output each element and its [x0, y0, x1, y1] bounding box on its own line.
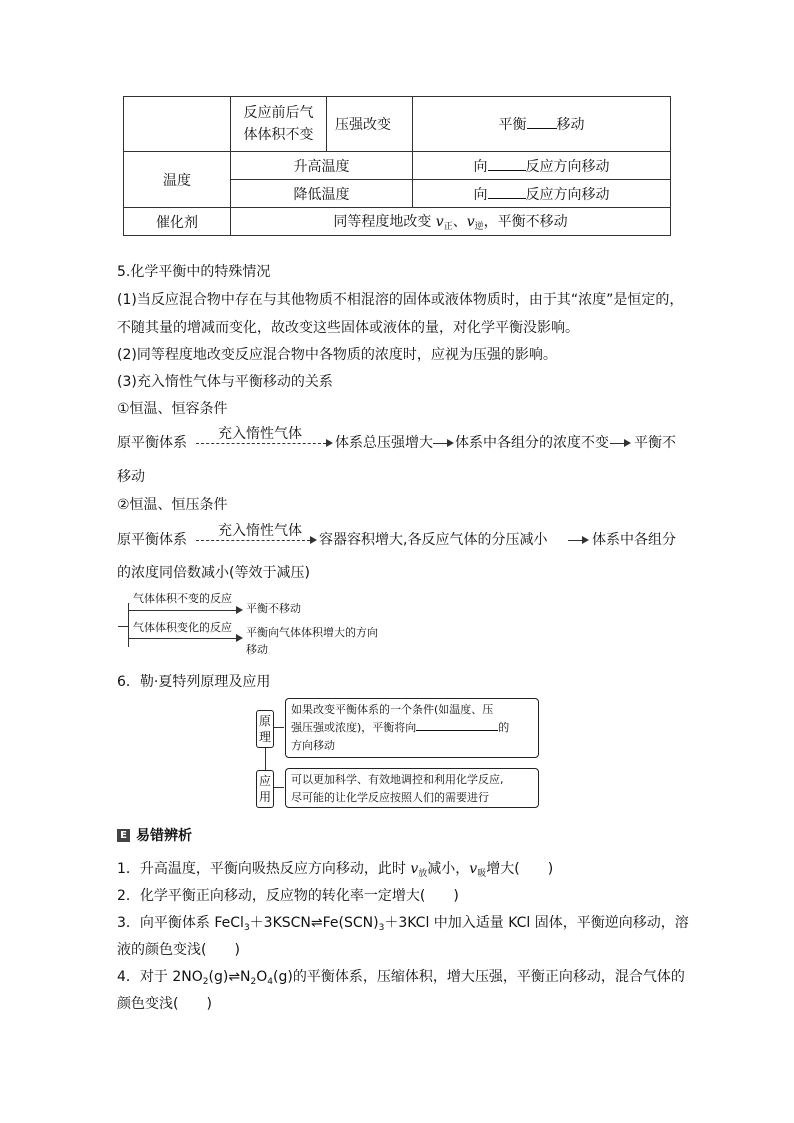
rate-symbol: v: [410, 861, 419, 877]
application-label: [256, 770, 274, 808]
subscript: 2: [250, 977, 257, 987]
arrowhead-icon: [236, 634, 243, 642]
arrowhead-icon: [326, 439, 333, 447]
cell-text: 平衡: [498, 117, 527, 133]
question-4: [117, 967, 685, 992]
cell-text: ，平衡不移动: [483, 214, 568, 230]
cell-text: 压强改变: [335, 117, 391, 133]
cell-text: 体体积不变: [243, 127, 314, 143]
dashed-arrow: [196, 540, 310, 541]
table-cell-lower-temp: [231, 180, 413, 208]
table-cell-temperature: [124, 152, 231, 208]
cell-text: 移动: [556, 117, 585, 133]
table-cell-empty: [124, 97, 231, 152]
question-text: 4．对于 2NO: [117, 969, 203, 985]
equilibrium-symbol: ⇌: [228, 969, 241, 985]
question-4-cont: 颜色变浅( ): [117, 996, 212, 1012]
question-text: O: [256, 969, 268, 985]
arrowhead-icon: [624, 439, 631, 447]
dashed-arrow: [196, 443, 326, 444]
question-2: 2．化学平衡正向移动，反应物的转化率一定增大( ): [117, 888, 459, 904]
arrowhead-icon: [236, 606, 243, 614]
table-cell-result: [413, 152, 671, 180]
subscript: 吸: [477, 869, 487, 879]
paragraph: (2)同等程度地改变反应混合物中各物质的浓度时，应视为压强的影响。: [117, 347, 557, 363]
question-1: [117, 859, 553, 884]
question-text: (g)的平衡体系，压缩体积，增大压强，平衡正向移动，混合气体的: [273, 969, 685, 985]
equilibrium-symbol: ⇌: [310, 915, 323, 931]
question-text: N: [240, 969, 251, 985]
flow-step: 平衡不: [634, 435, 676, 451]
branch-label: 气体体积变化的反应: [133, 621, 232, 634]
box-text: 如果改变平衡体系的一个条件(如温度、压: [291, 703, 494, 716]
flow-step: 体系中各组分: [592, 532, 676, 548]
cell-text: 反应前后气: [243, 105, 314, 121]
paragraph: (3)充入惰性气体与平衡移动的关系: [117, 374, 333, 390]
question-text: 增大( ): [486, 861, 554, 877]
question-3-cont: 液的颜色变浅( ): [117, 942, 240, 958]
rate-symbol: v: [466, 214, 475, 230]
table-cell-catalyst: [124, 208, 231, 236]
cell-text: 降低温度: [293, 186, 350, 203]
arrowhead-icon: [310, 536, 317, 544]
fill-blank: [488, 186, 526, 199]
question-text: (g): [208, 969, 229, 985]
subscript: 逆: [474, 222, 484, 232]
cell-text: 向: [473, 186, 488, 203]
branch-result: 平衡向气体体积增大的方向: [246, 626, 378, 639]
branch-label: 气体体积不变的反应: [133, 592, 232, 605]
box-text: 尽可能的让化学反应按照人们的需要进行: [291, 791, 489, 804]
arrowhead-icon: [582, 536, 589, 544]
fill-blank: [527, 116, 557, 129]
cell-text: 向: [473, 158, 488, 175]
paragraph: (1)当反应混合物中存在与其他物质不相混溶的固体或液体物质时，由于其“浓度”是恒定的，: [117, 292, 684, 308]
box-text: 的: [498, 721, 510, 734]
arrow-label: 充入惰性气体: [218, 426, 302, 442]
connector-line: [274, 727, 284, 728]
flow-step: 移动: [117, 469, 145, 485]
cell-text: 温度: [163, 172, 191, 189]
question-text: Fe(SCN): [322, 915, 379, 931]
solid-arrow: [433, 443, 447, 444]
application-box: [285, 768, 539, 808]
fill-blank: [416, 719, 498, 731]
flow-step: 体系总压强增大: [335, 435, 433, 451]
rate-symbol: v: [435, 214, 444, 230]
condition-title: ②恒温、恒压条件: [117, 497, 228, 513]
subscript: 3: [378, 923, 385, 933]
error-section-icon: [117, 829, 130, 842]
table-cell-volume-unchanged: [231, 97, 327, 152]
errors-heading: 易错辨析: [136, 828, 192, 844]
branch-result: 移动: [246, 643, 268, 656]
cell-text: 同等程度地改变: [333, 214, 436, 230]
branch-stem: [118, 626, 128, 627]
fill-blank: [488, 158, 526, 171]
subscript: 3: [243, 923, 250, 933]
flow-step: 的浓度同倍数减小(等效于减压): [117, 565, 310, 581]
subscript: 4: [267, 977, 274, 987]
arrowhead-icon: [447, 439, 454, 447]
cell-text: 、: [452, 214, 467, 230]
question-text: 3．向平衡体系 FeCl: [117, 915, 244, 931]
table-cell-catalyst-result: [231, 208, 671, 236]
flow-start: 原平衡体系: [117, 435, 187, 451]
cell-text: 催化剂: [156, 214, 198, 231]
section5-heading: 5.化学平衡中的特殊情况: [117, 264, 271, 280]
table-cell-result: [413, 180, 671, 208]
conditions-table: [123, 96, 671, 236]
label-text: 原理: [258, 714, 271, 744]
table-cell-pressure-change: [327, 97, 413, 152]
box-text: 可以更加科学、有效地调控和利用化学反应,: [291, 773, 504, 786]
subscript: 2: [202, 977, 209, 987]
cell-text: 反应方向移动: [525, 158, 610, 175]
section6-heading: 6．勒·夏特列原理及应用: [117, 674, 271, 690]
question-text: ＋3KCl 中加入适量 KCl 固体，平衡逆向移动，溶: [384, 915, 689, 931]
question-text: 1．升高温度，平衡向吸热反应方向移动，此时: [117, 861, 411, 877]
subscript: 正: [443, 222, 453, 232]
solid-arrow: [568, 540, 582, 541]
cell-text: 反应方向移动: [525, 186, 610, 203]
principle-box: [285, 698, 539, 758]
connector-line: [265, 748, 266, 770]
icon-letter: E: [120, 830, 127, 841]
paragraph: 不随其量的增减而变化，故改变这些固体或液体的量，对化学平衡没影响。: [117, 320, 579, 336]
cell-text: 升高温度: [293, 158, 350, 175]
table-cell-raise-temp: [231, 152, 413, 180]
flow-step: 体系中各组分的浓度不变: [455, 435, 609, 451]
question-text: ＋3KSCN: [249, 915, 311, 931]
box-text: 强压强或浓度)，平衡将向: [291, 721, 417, 734]
arrow-label: 充入惰性气体: [218, 523, 302, 539]
flow-step: 容器容积增大,各反应气体的分压减小: [319, 532, 548, 548]
branch-arrow: [128, 610, 236, 611]
solid-arrow: [610, 443, 624, 444]
question-3: [117, 913, 689, 938]
question-text: 减小，: [427, 861, 470, 877]
rate-symbol: v: [469, 861, 478, 877]
label-text: 应用: [258, 774, 271, 804]
flow-start: 原平衡体系: [117, 532, 187, 548]
principle-label: [256, 710, 274, 748]
branch-arrow: [128, 638, 236, 639]
connector-line: [274, 787, 284, 788]
table-cell-result: [413, 97, 671, 152]
box-text: 方向移动: [291, 739, 335, 752]
subscript: 放: [418, 869, 428, 879]
condition-title: ①恒温、恒容条件: [117, 401, 228, 417]
branch-result: 平衡不移动: [246, 602, 301, 615]
